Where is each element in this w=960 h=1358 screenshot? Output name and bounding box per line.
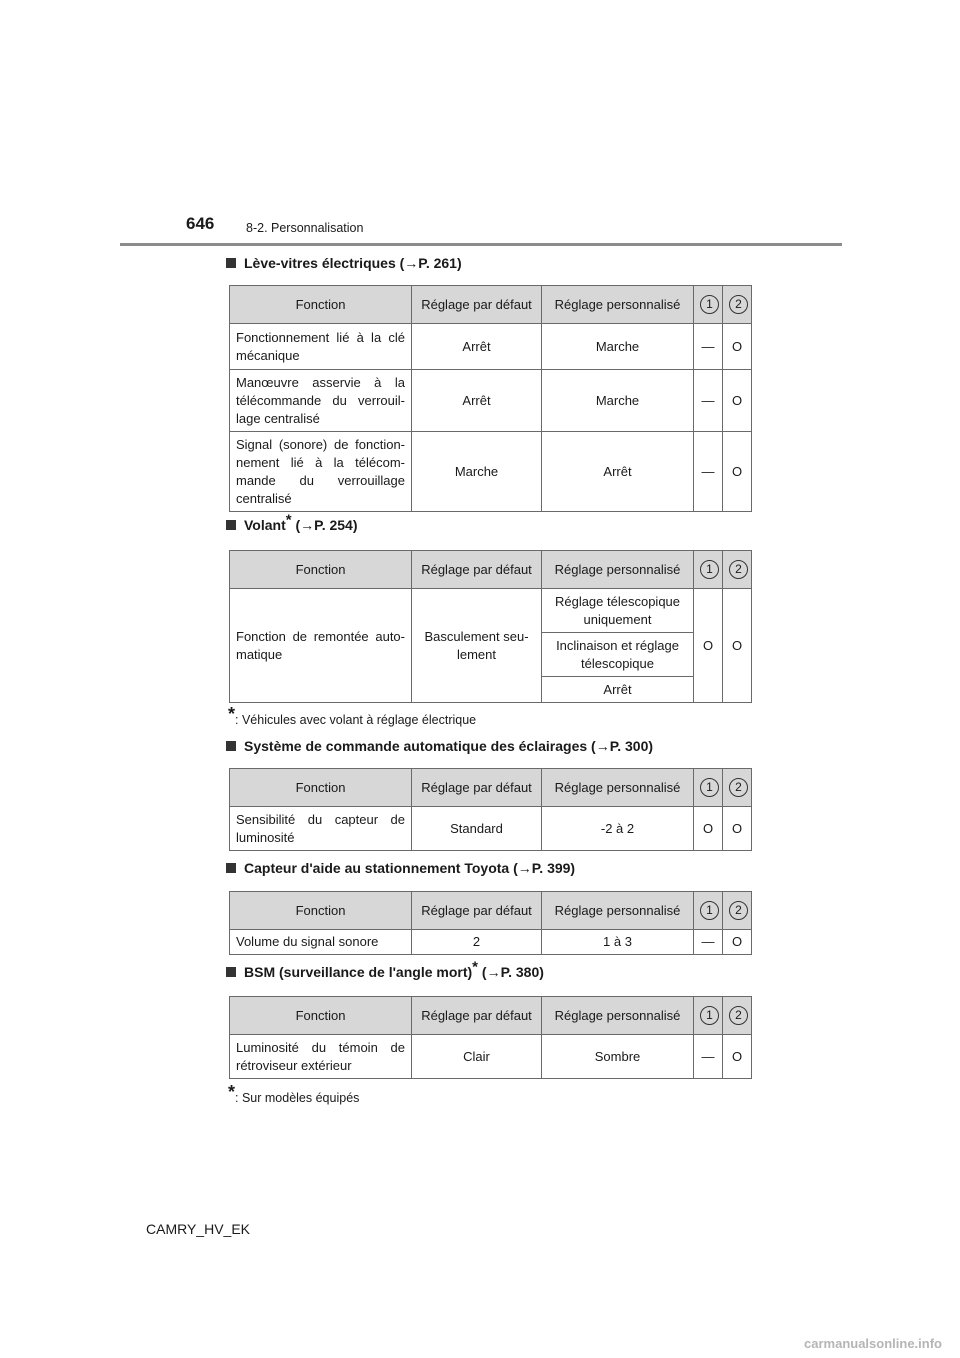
heading-paren: ( (291, 517, 301, 533)
table-header-row (230, 997, 752, 1035)
cell-fonction: Fonction de remontée auto-matique (230, 589, 412, 703)
table-row (230, 589, 752, 633)
table-row (230, 432, 752, 512)
heading-bullet (226, 863, 236, 873)
table-row (230, 1035, 752, 1079)
col-header-perso: Réglage personnalisé (542, 769, 694, 807)
col-header-defaut: Réglage par défaut (412, 997, 542, 1035)
col-header-perso: Réglage personnalisé (542, 551, 694, 589)
cell-defaut: Standard (412, 807, 542, 851)
heading-leve-vitres (226, 255, 462, 271)
circle-2-icon: 2 (729, 560, 748, 579)
cell-fonction: Volume du signal sonore (230, 930, 412, 955)
asterisk-mark: * (472, 958, 479, 976)
cell-1: — (694, 930, 723, 955)
heading-bullet (226, 520, 236, 530)
col-header-defaut: Réglage par défaut (412, 286, 542, 324)
cell-defaut: Marche (412, 432, 542, 512)
table-row (230, 370, 752, 432)
table-row (230, 930, 752, 955)
heading-text: BSM (surveillance de l'angle mort) (244, 964, 473, 980)
col-header-2 (723, 892, 752, 930)
table-row (230, 324, 752, 370)
col-header-defaut: Réglage par défaut (412, 551, 542, 589)
col-header-fonction: Fonction (230, 551, 412, 589)
circle-1-icon: 1 (700, 901, 719, 920)
watermark: carmanualsonline.info (804, 1336, 942, 1351)
cell-1: O (694, 589, 723, 703)
cell-2: O (723, 370, 752, 432)
cell-defaut: Basculement seu-lement (412, 589, 542, 703)
page-reference: P. 380) (500, 964, 544, 980)
circle-2-icon: 2 (729, 901, 748, 920)
circle-1-icon: 1 (700, 1006, 719, 1025)
page-reference: P. 399) (531, 860, 576, 876)
cell-fonction: Fonctionnement lié à la clé mécanique (230, 324, 412, 370)
heading-text: Système de commande automatique des éclairages ( (244, 738, 596, 754)
col-header-fonction: Fonction (230, 997, 412, 1035)
footnote-asterisk: * (228, 704, 236, 724)
table-bsm (229, 996, 752, 1079)
col-header-1 (694, 892, 723, 930)
arrow-icon: → (404, 255, 419, 271)
table-header-row (230, 551, 752, 589)
arrow-icon: → (595, 738, 610, 754)
cell-1: — (694, 324, 723, 370)
circle-2-icon: 2 (729, 1006, 748, 1025)
table-header-row (230, 769, 752, 807)
cell-2: O (723, 432, 752, 512)
heading-text: Capteur d'aide au stationnement Toyota ( (244, 860, 518, 876)
page-reference: P. 300) (609, 738, 654, 754)
heading-text: Lève-vitres électriques ( (244, 255, 405, 271)
page-reference: P. 261) (418, 255, 462, 271)
cell-option: Inclinaison et réglage télescopique (542, 633, 694, 677)
col-header-perso: Réglage personnalisé (542, 997, 694, 1035)
cell-defaut: 2 (412, 930, 542, 955)
cell-perso: -2 à 2 (542, 807, 694, 851)
circle-2-icon: 2 (729, 295, 748, 314)
heading-bullet (226, 967, 236, 977)
col-header-1 (694, 997, 723, 1035)
cell-fonction: Luminosité du témoin de rétroviseur extérieur (230, 1035, 412, 1079)
heading-volant (226, 511, 358, 533)
chapter-title: 8-2. Personnalisation (246, 221, 364, 235)
model-code: CAMRY_HV_EK (146, 1221, 251, 1237)
circle-1-icon: 1 (700, 778, 719, 797)
cell-option: Réglage télescopique uniquement (542, 589, 694, 633)
cell-perso: Marche (542, 370, 694, 432)
cell-2: O (723, 589, 752, 703)
cell-fonction: Sensibilité du capteur de luminosité (230, 807, 412, 851)
cell-2: O (723, 807, 752, 851)
footnote-bsm (228, 1082, 360, 1107)
asterisk-mark: * (285, 511, 292, 529)
col-header-2 (723, 997, 752, 1035)
col-header-fonction: Fonction (230, 769, 412, 807)
cell-fonction: Signal (sonore) de fonction-nement lié à la télécom-mande du verrouillage centralisé (230, 432, 412, 512)
table-header-row (230, 286, 752, 324)
cell-2: O (723, 930, 752, 955)
col-header-perso: Réglage personnalisé (542, 286, 694, 324)
cell-perso: Sombre (542, 1035, 694, 1079)
col-header-1 (694, 286, 723, 324)
cell-perso: 1 à 3 (542, 930, 694, 955)
cell-1: — (694, 1035, 723, 1079)
cell-option: Arrêt (542, 677, 694, 703)
page-reference: P. 254) (314, 517, 358, 533)
arrow-icon: → (300, 517, 315, 533)
col-header-fonction: Fonction (230, 286, 412, 324)
cell-1: — (694, 370, 723, 432)
col-header-2 (723, 769, 752, 807)
footnote-text: : Sur modèles équipés (235, 1091, 360, 1105)
footnote-text: : Véhicules avec volant à réglage électrique (235, 713, 477, 727)
cell-perso: Marche (542, 324, 694, 370)
cell-2: O (723, 324, 752, 370)
page-number: 646 (186, 214, 215, 233)
col-header-defaut: Réglage par défaut (412, 769, 542, 807)
col-header-defaut: Réglage par défaut (412, 892, 542, 930)
heading-eclairages (226, 738, 653, 754)
cell-1: O (694, 807, 723, 851)
cell-defaut: Arrêt (412, 324, 542, 370)
col-header-1 (694, 769, 723, 807)
heading-paren: ( (478, 964, 487, 980)
footnote-asterisk: * (228, 1082, 236, 1102)
cell-1: — (694, 432, 723, 512)
heading-bullet (226, 741, 236, 751)
arrow-icon: → (517, 860, 532, 876)
table-stationnement (229, 891, 752, 955)
col-header-1 (694, 551, 723, 589)
arrow-icon: → (486, 964, 501, 980)
col-header-perso: Réglage personnalisé (542, 892, 694, 930)
cell-2: O (723, 1035, 752, 1079)
heading-bullet (226, 258, 236, 268)
circle-1-icon: 1 (700, 560, 719, 579)
heading-bsm (226, 958, 544, 980)
cell-perso: Arrêt (542, 432, 694, 512)
heading-text: Volant (244, 517, 286, 533)
col-header-2 (723, 286, 752, 324)
col-header-fonction: Fonction (230, 892, 412, 930)
table-volant (229, 550, 752, 703)
circle-1-icon: 1 (700, 295, 719, 314)
circle-2-icon: 2 (729, 778, 748, 797)
table-leve-vitres (229, 285, 752, 512)
cell-fonction: Manœuvre asservie à la télécommande du verrouil-lage centralisé (230, 370, 412, 432)
table-header-row (230, 892, 752, 930)
table-row (230, 807, 752, 851)
header-rule (120, 243, 842, 246)
table-eclairages (229, 768, 752, 851)
col-header-2 (723, 551, 752, 589)
heading-stationnement (226, 860, 575, 876)
cell-defaut: Clair (412, 1035, 542, 1079)
cell-defaut: Arrêt (412, 370, 542, 432)
footnote-volant (228, 704, 477, 729)
